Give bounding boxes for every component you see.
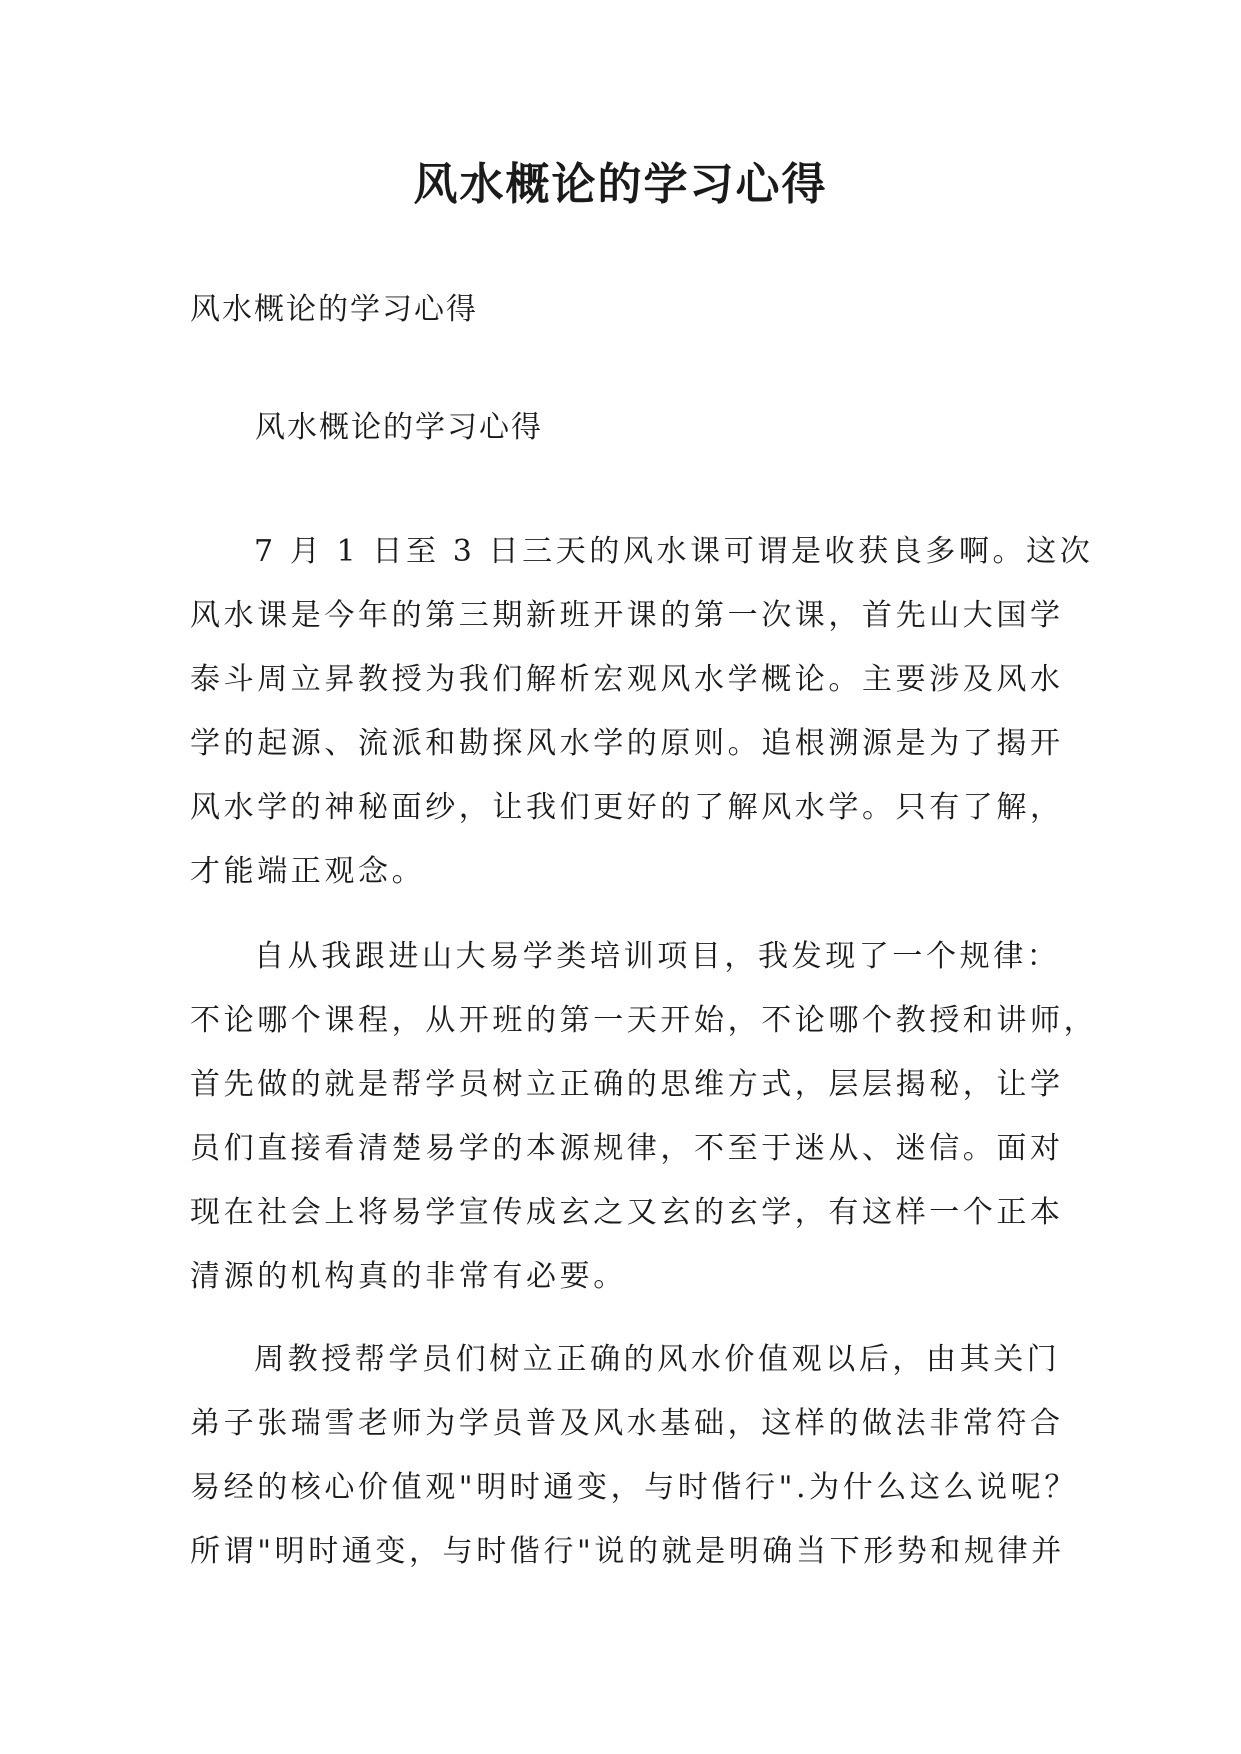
paragraph-line: 弟子张瑞雪老师为学员普及风水基础，这样的做法非常符合 — [190, 1406, 1064, 1441]
paragraph-line: 才能端正观念。 — [190, 854, 426, 889]
paragraph-2 — [190, 925, 1098, 1309]
paragraph-line: 不论哪个课程，从开班的第一天开始，不论哪个教授和讲师， — [190, 1003, 1098, 1038]
paragraph-line: 自从我跟进山大易学类培训项目，我发现了一个规律： — [254, 939, 1061, 974]
paragraph-line: 7 月 1 日至 3 日三天的风水课可谓是收获良多啊。这次 — [254, 534, 1094, 569]
paragraph-line: 所谓"明时通变，与时偕行"说的就是明确当下形势和规律并 — [190, 1534, 1065, 1569]
paragraph-line: 泰斗周立昇教授为我们解析宏观风水学概论。主要涉及风水 — [190, 662, 1064, 697]
paragraph-line: 首先做的就是帮学员树立正确的思维方式，层层揭秘，让学 — [190, 1067, 1064, 1102]
paragraph-3 — [190, 1328, 1078, 1584]
paragraph-line: 清源的机构真的非常有必要。 — [190, 1259, 627, 1294]
document-subtitle: 风水概论的学习心得 — [190, 292, 478, 327]
paragraph-line: 风水学的神秘面纱，让我们更好的了解风水学。只有了解， — [190, 790, 1064, 825]
paragraph-line: 员们直接看清楚易学的本源规律，不至于迷从、迷信。面对 — [190, 1131, 1064, 1166]
paragraph-line: 周教授帮学员们树立正确的风水价值观以后，由其关门 — [254, 1342, 1061, 1377]
document-title: 风水概论的学习心得 — [413, 159, 828, 210]
paragraph-line: 易经的核心价值观"明时通变，与时偕行".为什么这么说呢？ — [190, 1470, 1078, 1505]
document-subtitle-indented: 风水概论的学习心得 — [255, 410, 543, 445]
paragraph-line: 现在社会上将易学宣传成玄之又玄的玄学，有这样一个正本 — [190, 1195, 1064, 1230]
paragraph-1 — [190, 520, 1094, 904]
paragraph-line: 学的起源、流派和勘探风水学的原则。追根溯源是为了揭开 — [190, 726, 1064, 761]
paragraph-line: 风水课是今年的第三期新班开课的第一次课，首先山大国学 — [190, 598, 1064, 633]
